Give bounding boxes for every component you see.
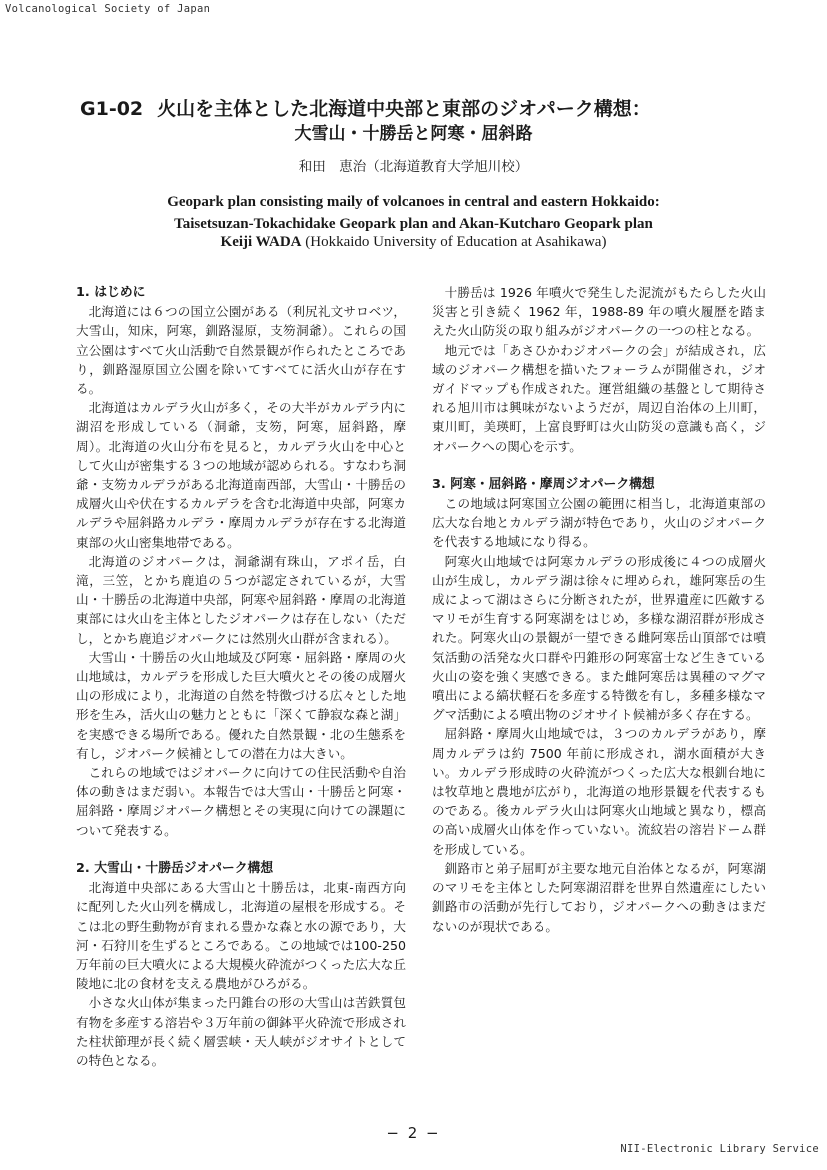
paragraph: この地域は阿寒国立公園の範囲に相当し，北海道東部の広大な台地とカルデラ湖が特色であり，火山のジオパークを代表する地域になり得る。 — [432, 496, 766, 550]
paragraph: 北海道のジオパークは，洞爺湖有珠山，アポイ岳，白滝，三笠，とかち鹿追の５つが認定されているが，大雪山・十勝岳の北海道中央部，阿寒や屈斜路・摩周の北海道東部には火山を主体としたジオパークは存在しない（ただし，とかち鹿追ジオパークには然別火山群が含まれる）。 — [76, 553, 406, 646]
paragraph: 北海道には６つの国立公園がある（利尻礼文サロベツ，大雪山，知床，阿寒，釧路湿原，支笏洞爺）。これらの国立公園はすべて火山活動で自然景観が作られたところであり，釧路湿原国立公園を除いてすべてに活火山が存在する。 — [76, 304, 406, 397]
en-author-affiliation: (Hokkaido University of Education at Asahikawa) — [301, 234, 607, 250]
paragraph: 北海道はカルデラ火山が多く，その大半がカルデラ内に湖沼を形成している（洞爺，支笏，阿寒，屈斜路，摩周）。北海道の火山分布を見ると，カルデラ火山を中心として火山が密集する３つの地域が認められる。すなわち洞爺・支笏カルデラがある北海道南西部，大雪山・十勝岳の成層火山や伏在するカルデラを含む北海道中央部，阿寒カルデラや屈斜路カルデラ・摩周カルデラが存在する北海道東部の火山密集地帯である。 — [76, 400, 406, 550]
en-author — [0, 234, 827, 251]
jp-author: 和田 恵治（北海道教育大学旭川校） — [298, 159, 529, 175]
paragraph: 阿寒火山地域では阿寒カルデラの形成後に４つの成層火山が生成し，カルデラ湖は徐々に埋められ，雄阿寒岳の生成によって湖はさらに分断されたが，世界遺産に匹敵するマリモが生育する阿寒湖をはじめ，多様な湖沼群が形成された。阿寒火山の景観が一望できる雌阿寒岳山頂部では噴気活動の活発な火口群や円錐形の阿寒富士など生きている火山の姿を強く実感できる。また雌阿寒岳は異種のマグマ噴出による縞状軽石を多産する特徴を有し，多種多様なマグマ活動による噴出物のジオサイト候補が多く存在する。 — [432, 553, 767, 723]
paragraph: 小さな火山体が集まった円錐台の形の大雪山は苦鉄質包有物を多産する溶岩や３万年前の御鉢平火砕流で形成された柱状節理が長く続く層雲峡・天人峡がジオサイトとしての特色となる。 — [76, 995, 406, 1068]
paragraph: 地元では「あさひかわジオパークの会」が結成され，広域のジオパーク構想を描いたフォーラムが開催され，ジオガイドマップも作成された。運営組織の基盤として期待される旭川市は興味がないようだが，周辺自治体の上川町，東川町，美瑛町，上富良野町は火山防災の意識も高く，ジオパークへの関心を示す。 — [432, 342, 767, 454]
page-number: − 2 − — [386, 1124, 441, 1142]
jp-title-main: 火山を主体とした北海道中央部と東部のジオパーク構想： — [157, 98, 651, 120]
paragraph: 十勝岳は 1926 年噴火で発生した泥流がもたらした火山災害と引き続く 1962 年，1988-89 年の噴火履歴を踏まえた火山防災の取り組みがジオパークの一つの柱となる。 — [432, 285, 766, 339]
en-title-line2: Taisetsuzan-Tokachidake Geopark plan and Akan-Kutcharo Geopark plan — [174, 216, 653, 232]
paragraph: 北海道中央部にある大雪山と十勝岳は，北東-南西方向に配列した火山列を構成し，北海道の屋根を形成する。そこは北の野生動物が育まれる豊かな森と水の源であり，大河・石狩川を生ずるところである。この地域では100-250万年前の巨大噴火による大規模火砕流がつくった広大な丘陵地に北の食材を支える農地がひろがる。 — [76, 880, 406, 992]
en-title — [0, 191, 827, 235]
paragraph: 大雪山・十勝岳の火山地域及び阿寒・屈斜路・摩周の火山地域は，カルデラを形成した巨大噴火とその後の成層火山の形成により，北海道の自然を特徴づける広々とした地形を生み，活火山の魅力とともに「深くて静寂な森と湖」を実感できる場所である。優れた自然景観・北の生態系を有し，ジオパーク候補としての潜在力は大きい。 — [76, 649, 406, 761]
paragraph: 屈斜路・摩周火山地域では，３つのカルデラがあり，摩周カルデラは約 7500 年前に形成され，湖水面積が大きい。カルデラ形成時の火砕流がつくった広大な根釧台地には牧草地と農地が広がり，北海道の地形景観を代表するものである。後カルデラ火山は阿寒火山地域と異なり，標高の高い成層火山体を作っていない。流紋岩の溶岩ドーム群を形成している。 — [432, 726, 766, 857]
section-heading: 1. はじめに — [76, 285, 146, 300]
right-column — [432, 283, 766, 936]
jp-title-line1 — [80, 94, 651, 121]
en-title-line1: Geopark plan consisting maily of volcanoes in central and eastern Hokkaido: — [167, 194, 660, 210]
nii-footer: NII-Electronic Library Service — [620, 1143, 819, 1155]
section-heading: 3. 阿寒・屈斜路・摩周ジオパーク構想 — [432, 476, 655, 492]
left-column — [76, 283, 406, 1070]
paragraph: これらの地域ではジオパークに向けての住民活動や自治体の動きはまだ弱い。本報告では大雪山・十勝岳と阿寒・屈斜路・摩周ジオパーク構想とその実現に向けての課題について発表する。 — [76, 765, 406, 838]
jp-subtitle: 大雪山・十勝岳と阿寒・屈斜路 — [294, 124, 533, 144]
section-heading: 2. 大雪山・十勝岳ジオパーク構想 — [76, 860, 274, 876]
society-header: Volcanological Society of Japan — [5, 3, 211, 15]
paragraph: 釧路市と弟子屈町が主要な地元自治体となるが，阿寒湖のマリモを主体とした阿寒湖沼群を世界自然遺産にしたい釧路市の活動が先行しており，ジオパークへの動きはまだないのが現状である。 — [432, 860, 766, 934]
en-author-name: Keiji WADA — [220, 234, 302, 250]
presentation-code: G1-02 — [80, 98, 144, 120]
